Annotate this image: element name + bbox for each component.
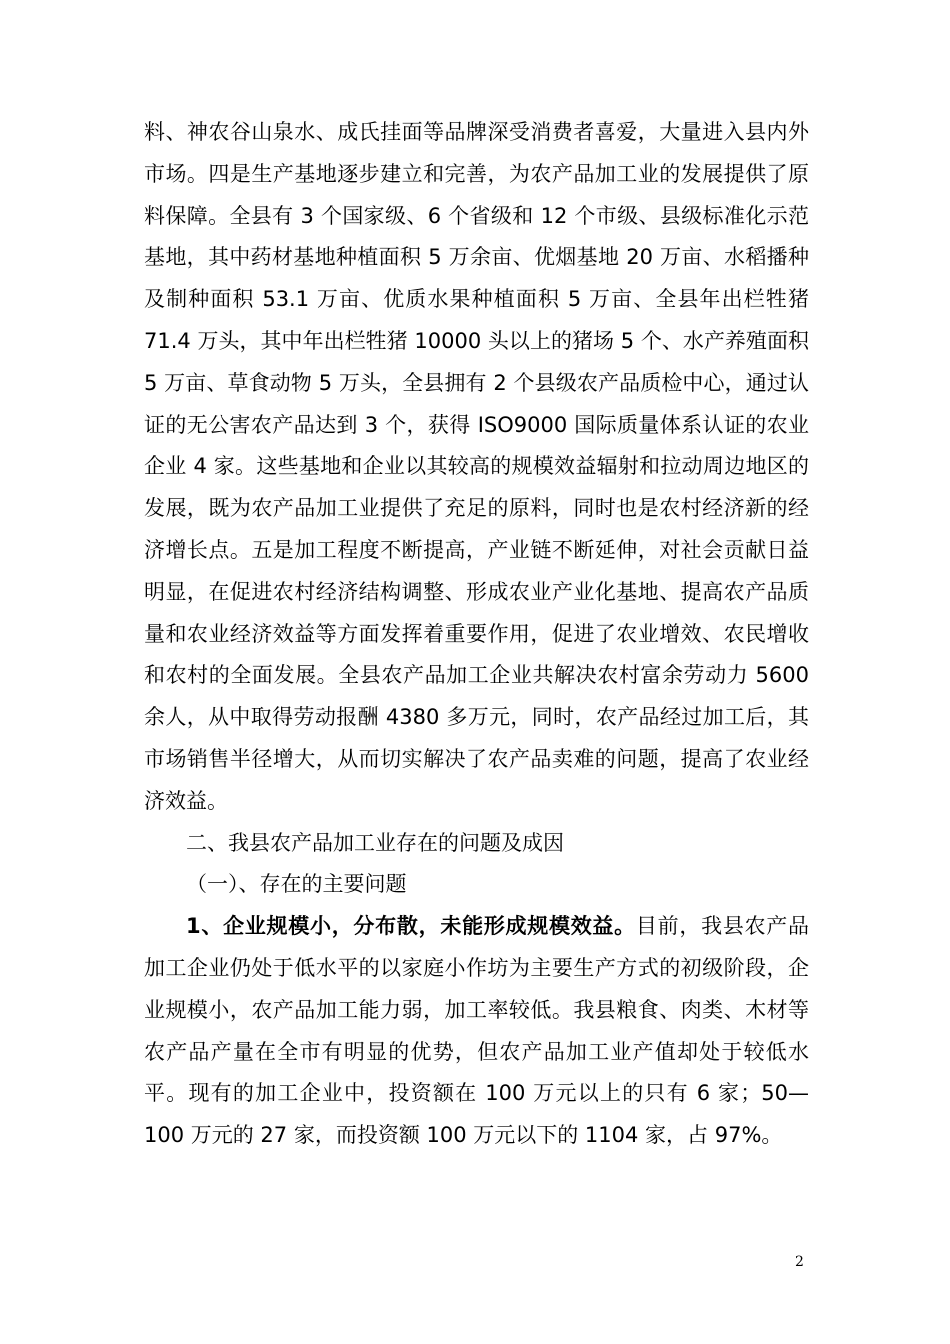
section-heading: 二、我县农产品加工业存在的问题及成因 — [186, 830, 564, 855]
paragraph-body-text: 目前，我县农产品加工企业仍处于低水平的以家庭小作坊为主要生产方式的初级阶段，企业规模小，农产品加工能力弱，加工率较低。我县粮食、肉类、木材等农产品产量在全市有明显的优势，但农产品加工业产值却处于较低水平。现有的加工企业中，投资额在 100 万元以上的只有 6 家；50—100 万元的 27 家，而投资额 100 万元以下的 1104 家，占 97%。 — [144, 914, 809, 1148]
paragraph-lead-sentence: 1、企业规模小，分布散，未能形成规模效益。 — [186, 914, 636, 939]
paragraph-problem-1 — [144, 906, 809, 1157]
page-number: 2 — [795, 1254, 804, 1270]
paragraph-continuation: 料、神农谷山泉水、成氏挂面等品牌深受消费者喜爱，大量进入县内外市场。四是生产基地逐步建立和完善，为农产品加工业的发展提供了原料保障。全县有 3 个国家级、6 个省级和 12 个市级、县级标准化示范基地，其中药材基地种植面积 5 万余亩、优烟基地 20 万亩、水稻播种及制种面积 53.1 万亩、优质水果种植面积 5 万亩、全县年出栏牲猪 71.4 万头，其中年出栏牲猪 10000 头以上的猪场 5 个、水产养殖面积 5 万亩、草食动物 5 万头，全县拥有 2 个县级农产品质检中心，通过认证的无公害农产品达到 3 个，获得 ISO9000 国际质量体系认证的农业企业 4 家。这些基地和企业以其较高的规模效益辐射和拉动周边地区的发展，既为农产品加工业提供了充足的原料，同时也是农村经济新的经济增长点。五是加工程度不断提高，产业链不断延伸，对社会贡献日益明显，在促进农村经济结构调整、形成农业产业化基地、提高农产品质量和农业经济效益等方面发挥着重要作用，促进了农业增效、农民增收和农村的全面发展。全县农产品加工企业共解决农村富余劳动力 5600 余人，从中取得劳动报酬 4380 多万元，同时，农产品经过加工后，其市场销售半径增大，从而切实解决了农产品卖难的问题，提高了农业经济效益。 — [144, 120, 809, 813]
page-body — [144, 112, 809, 1157]
subsection-heading: （一）、存在的主要问题 — [186, 872, 407, 897]
